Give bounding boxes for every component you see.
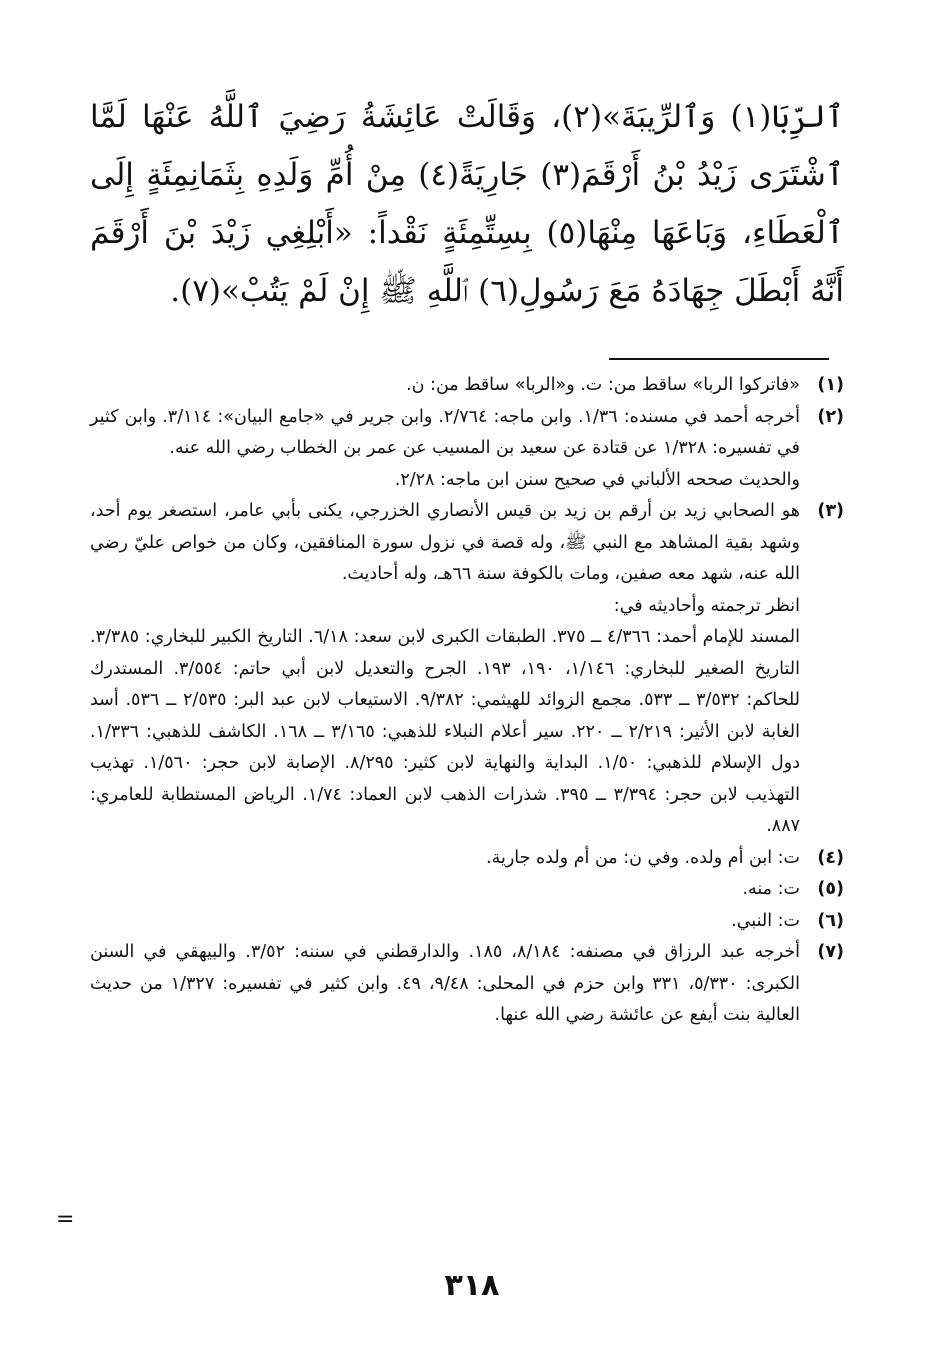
footnote-divider [609, 358, 829, 360]
footnote-body [90, 496, 800, 843]
continuation-mark: = [56, 1207, 75, 1232]
footnote-number: (٢) [817, 406, 844, 427]
footnote-body [90, 843, 800, 875]
footnote-number: (٦) [817, 910, 844, 931]
footnote-number: (٤) [817, 847, 844, 868]
footnote-body [90, 906, 800, 938]
footnote-5 [90, 874, 844, 906]
footnote-1 [90, 370, 844, 402]
footnotes-section [90, 370, 844, 1032]
footnote-7 [90, 937, 844, 1032]
footnote-paragraph: أخرجه أحمد في مسنده: ١/٣٦. وابن ماجه: ٢/٧٦٤. وابن جرير في «جامع البيان»: ٣/١١٤. وابن كثير في تفسيره: ١/٣٢٨ عن قتادة عن سعيد بن المسيب عن عمر بن الخطاب رضي الله عنه. [90, 406, 801, 458]
footnote-3 [90, 496, 844, 843]
footnote-body [90, 402, 800, 497]
footnote-paragraph: أخرجه عبد الرزاق في مصنفه: ٨/١٨٤، ١٨٥. والدارقطني في سننه: ٣/٥٢. والبيهقي في السنن الكبرى: ٥/٣٣٠، ٣٣١ وابن حزم في المحلى: ٩/٤٨، ٤٩. وابن كثير في تفسيره: ١/٣٢٧ من حديث العالية بنت أيفع عن عائشة رضي الله عنها. [90, 942, 800, 1025]
main-paragraph: ٱلرِّبَا(١) وَٱلرِّيبَةَ»(٢)، وَقَالَتْ عَائِشَةُ رَضِيَ ٱللَّهُ عَنْهَا لَمَّا ٱشْتَرَى زَيْدُ بْنُ أَرْقَمَ(٣) جَارِيَةً(٤) مِنْ أُمِّ وَلَدِهِ بِثَمَانِمِئَةٍ إِلَى ٱلْعَطَاءِ، وَبَاعَهَا مِنْهَا(٥) بِسِتِّمِئَةٍ نَقْداً: «أَبْلِغِي زَيْدَ بْنَ أَرْقَمَ أَنَّهُ أَبْطَلَ جِهَادَهُ مَعَ رَسُولِ(٦) ٱللَّهِ ﷺ إِنْ لَمْ يَتُبْ»(٧). [90, 99, 844, 309]
footnote-4 [90, 843, 844, 875]
footnote-paragraph: انظر ترجمته وأحاديثه في: [613, 595, 800, 616]
footnote-6 [90, 906, 844, 938]
footnote-body [90, 370, 800, 402]
footnote-paragraph: ت: ابن أم ولده. وفي ن: من أم ولده جارية. [486, 847, 800, 868]
footnote-body [90, 937, 800, 1032]
footnote-2 [90, 402, 844, 497]
footnote-number: (٣) [817, 501, 844, 521]
main-text-block [90, 88, 844, 320]
footnote-body [90, 874, 800, 906]
footnote-paragraph: «فاتركوا الربا» ساقط من: ت. و«الربا» ساقط من: ن. [406, 375, 800, 395]
footnote-number: (٧) [817, 942, 844, 962]
page-number: ٣١٨ [444, 1268, 500, 1303]
footnote-paragraph: ت: النبي. [731, 910, 800, 931]
footnote-paragraph: والحديث صححه الألباني في صحيح سنن ابن ماجه: ٢/٢٨. [394, 469, 800, 490]
footnote-paragraph: هو الصحابي زيد بن أرقم بن زيد بن قيس الأنصاري الخزرجي، يكنى بأبي عامر، استصغر يوم أحد، وشهد بقية المشاهد مع النبي ﷺ، وله قصة في نزول سورة المنافقين، وكان من خواص عليّ رضي الله عنه، شهد معه صفين، ومات بالكوفة سنة ٦٦هـ، وله أحاديث. [90, 501, 800, 584]
footnote-number: (١) [817, 375, 844, 395]
footnote-number: (٥) [817, 879, 844, 899]
footnote-paragraph: ت: منه. [742, 879, 800, 899]
footnote-paragraph: المسند للإمام أحمد: ٤/٣٦٦ ــ ٣٧٥. الطبقات الكبرى لابن سعد: ٦/١٨. التاريخ الكبير للبخاري: ٣/٣٨٥. التاريخ الصغير للبخاري: ١/١٤٦، ١٩٠، ١٩٣. الجرح والتعديل لابن أبي حاتم: ٣/٥٥٤. المستدرك للحاكم: ٣/٥٣٢ ــ ٥٣٣. مجمع الزوائد للهيثمي: ٩/٣٨٢. الاستيعاب لابن عبد البر: ٢/٥٣٥ ــ ٥٣٦. أسد الغابة لابن الأثير: ٢/٢١٩ ــ ٢٢٠. سير أعلام النبلاء للذهبي: ٣/١٦٥ ــ ١٦٨. الكاشف للذهبي: ١/٣٣٦. دول الإسلام للذهبي: ١/٥٠. البداية والنهاية لابن كثير: ٨/٢٩٥. الإصابة لابن حجر: ١/٥٦٠. تهذيب التهذيب لابن حجر: ٣/٣٩٤ ــ ٣٩٥. شذرات الذهب لابن العماد: ١/٧٤. الرياض المستطابة للعامري: ٨٨٧. [90, 627, 800, 836]
